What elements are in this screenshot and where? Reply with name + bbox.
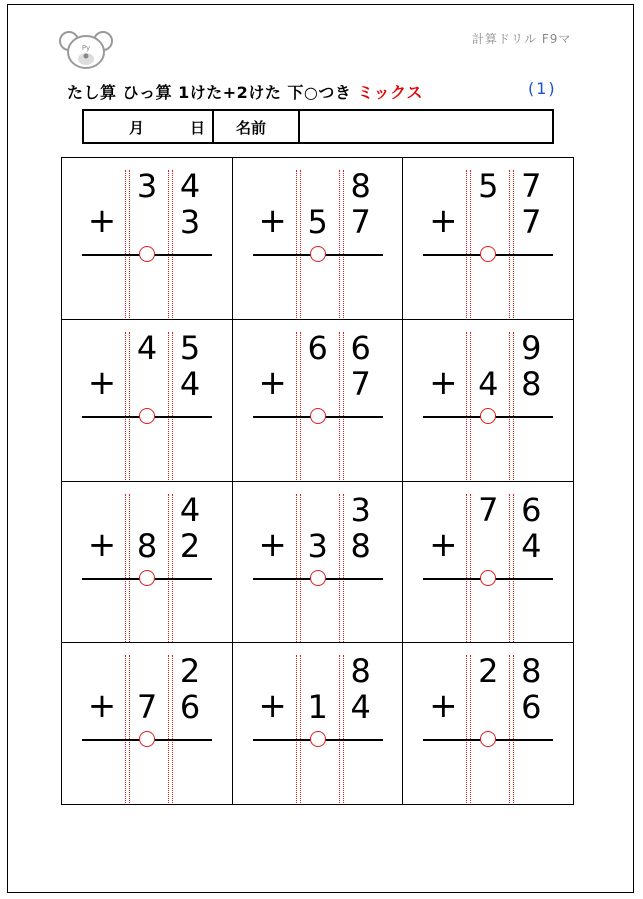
addend-top-ones: 5 [179, 328, 201, 367]
carry-circle[interactable] [310, 570, 326, 586]
addend-top-tens: 5 [478, 167, 499, 205]
addend-bottom-ones: 8 [521, 364, 542, 403]
addend-top-tens: 3 [136, 167, 158, 205]
problem-cell [233, 643, 404, 805]
addend-top-ones: 6 [350, 328, 371, 367]
carry-circle[interactable] [139, 246, 155, 262]
addend-bottom-tens: 4 [478, 364, 499, 403]
addend-bottom-tens: 8 [136, 526, 158, 565]
tens-guide-line [125, 655, 126, 803]
plus-sign: + [429, 201, 458, 241]
logo-text: Py [81, 44, 91, 52]
problem-cell [233, 320, 404, 482]
problem-cell [62, 320, 233, 482]
ones-guide-line [509, 332, 510, 480]
carry-circle[interactable] [480, 408, 496, 424]
addend-bottom-ones: 4 [521, 526, 542, 565]
carry-circle[interactable] [480, 246, 496, 262]
plus-sign: + [258, 686, 287, 727]
carry-circle[interactable] [310, 731, 326, 747]
plus-sign: + [87, 686, 117, 727]
tens-guide-line [296, 655, 297, 803]
ones-guide-line [509, 655, 510, 803]
plus-sign: + [429, 524, 458, 565]
problem-cell [403, 482, 574, 644]
tens-guide-line [129, 655, 130, 803]
title-main: たし算 ひっ算 1けた+2けた 下○つき [67, 83, 352, 102]
carry-circle[interactable] [139, 570, 155, 586]
addend-bottom-ones: 6 [179, 688, 201, 727]
plus-sign: + [429, 686, 458, 727]
date-field[interactable] [84, 111, 214, 142]
ones-guide-line [339, 494, 340, 642]
addend-bottom-ones: 3 [179, 203, 201, 241]
sheet-number: (1) [528, 79, 557, 98]
ones-guide-line [168, 494, 169, 642]
addend-top-ones: 2 [179, 652, 201, 691]
carry-circle[interactable] [480, 570, 496, 586]
addend-bottom-ones: 7 [521, 203, 542, 241]
plus-sign: + [258, 201, 287, 241]
addend-bottom-ones: 4 [350, 688, 371, 727]
name-label: 名前 [214, 111, 300, 142]
addend-top-ones: 9 [521, 328, 542, 367]
addend-top-ones: 6 [521, 490, 542, 529]
carry-circle[interactable] [139, 408, 155, 424]
ones-guide-line [339, 170, 340, 318]
ones-guide-line [339, 332, 340, 480]
addend-bottom-tens: 7 [136, 688, 158, 727]
plus-sign: + [87, 201, 117, 241]
problem-cell [403, 158, 574, 320]
tens-guide-line [125, 332, 126, 480]
plus-sign: + [87, 524, 117, 565]
addend-top-ones: 8 [350, 167, 371, 205]
addend-bottom-ones: 4 [179, 364, 201, 403]
day-label: 日 [190, 119, 206, 137]
name-field[interactable] [300, 111, 552, 142]
addend-bottom-ones: 8 [350, 526, 371, 565]
ones-guide-line [509, 494, 510, 642]
month-label: 月 [129, 119, 145, 137]
addend-top-ones: 8 [521, 652, 542, 691]
addend-top-tens: 2 [478, 652, 499, 691]
problem-cell [62, 643, 233, 805]
carry-circle[interactable] [480, 731, 496, 747]
addend-bottom-ones: 6 [521, 688, 542, 727]
tens-guide-line [470, 332, 471, 480]
bear-logo-icon [58, 28, 114, 72]
tens-guide-line [125, 170, 126, 318]
plus-sign: + [87, 362, 117, 403]
problem-cell [403, 320, 574, 482]
addend-top-tens: 6 [307, 328, 328, 367]
carry-circle[interactable] [139, 731, 155, 747]
ones-guide-line [509, 170, 510, 318]
tens-guide-line [125, 494, 126, 642]
tens-guide-line [466, 655, 467, 803]
addend-bottom-tens: 1 [307, 688, 328, 727]
tens-guide-line [466, 332, 467, 480]
worksheet-title [67, 80, 423, 103]
carry-circle[interactable] [310, 246, 326, 262]
tens-guide-line [300, 494, 301, 642]
problem-cell [233, 158, 404, 320]
tens-guide-line [129, 494, 130, 642]
addend-bottom-ones: 2 [179, 526, 201, 565]
ones-guide-line [168, 332, 169, 480]
addend-bottom-tens: 5 [307, 203, 328, 241]
title-accent: ミックス [357, 83, 423, 102]
addend-top-ones: 4 [179, 490, 201, 529]
plus-sign: + [429, 362, 458, 403]
addend-top-ones: 3 [350, 490, 371, 529]
addend-top-ones: 8 [350, 652, 371, 691]
name-date-box [82, 109, 554, 144]
ones-guide-line [339, 655, 340, 803]
problem-cell [62, 482, 233, 644]
addend-top-tens: 4 [136, 328, 158, 367]
tens-guide-line [466, 494, 467, 642]
addend-top-tens: 7 [478, 490, 499, 529]
tens-guide-line [296, 170, 297, 318]
tens-guide-line [300, 170, 301, 318]
addend-top-ones: 7 [521, 167, 542, 205]
addend-bottom-ones: 7 [350, 364, 371, 403]
problem-cell [62, 158, 233, 320]
addend-bottom-tens: 3 [307, 526, 328, 565]
plus-sign: + [258, 362, 287, 403]
plus-sign: + [258, 524, 287, 565]
addend-bottom-ones: 7 [350, 203, 371, 241]
ones-guide-line [168, 655, 169, 803]
problem-cell [233, 482, 404, 644]
problem-cell [403, 643, 574, 805]
tens-guide-line [300, 655, 301, 803]
ones-guide-line [168, 170, 169, 318]
problem-grid [61, 157, 574, 805]
brand-label: 計算ドリル F9マ [472, 32, 572, 46]
tens-guide-line [296, 332, 297, 480]
addend-top-ones: 4 [179, 167, 201, 205]
carry-circle[interactable] [310, 408, 326, 424]
tens-guide-line [466, 170, 467, 318]
tens-guide-line [296, 494, 297, 642]
